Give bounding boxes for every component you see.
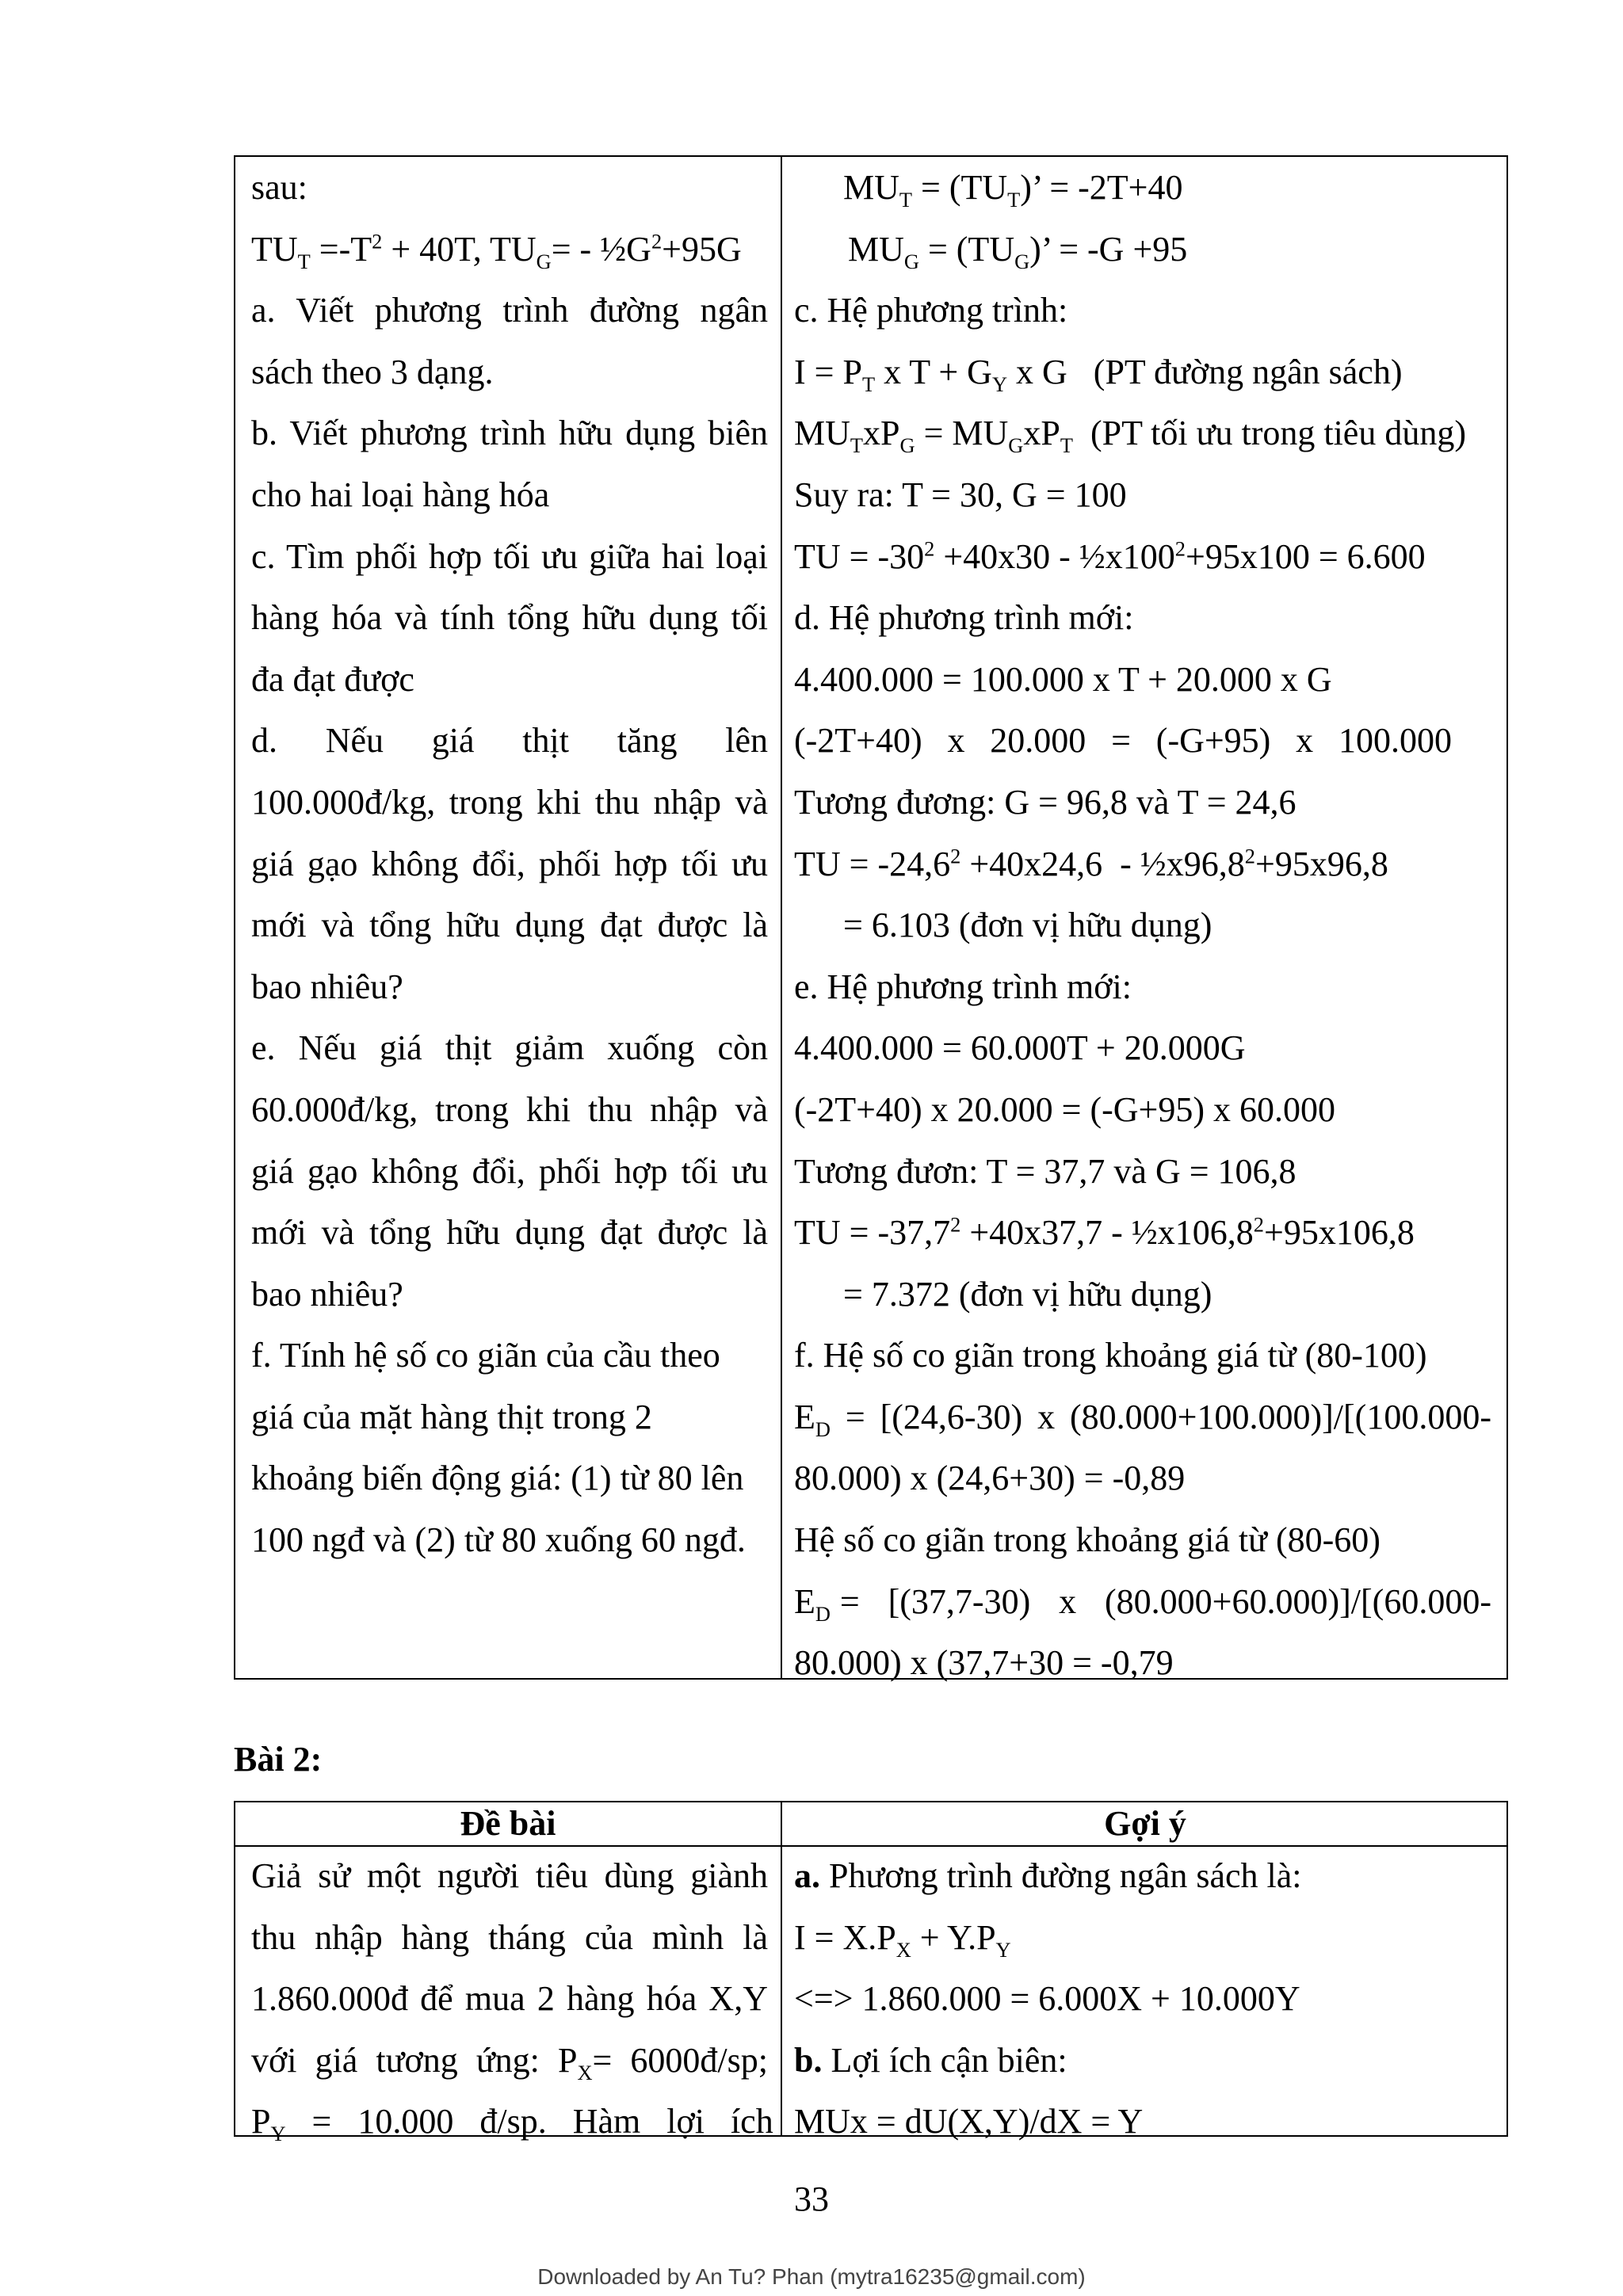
text-line: khoảng biến động giá: (1) từ 80 lên bbox=[251, 1459, 744, 1498]
text-line: c. Hệ phương trình: bbox=[794, 291, 1068, 330]
column-divider bbox=[781, 1802, 782, 2135]
text-line: bao nhiêu? bbox=[251, 967, 403, 1006]
text-line: f. Tính hệ số co giãn của cầu theo bbox=[251, 1336, 720, 1375]
text-line: (-2T+40) x 20.000 = (-G+95) x 100.000 bbox=[794, 721, 1452, 761]
section-heading: Bài 2: bbox=[234, 1740, 323, 1779]
text-line: Tương đươn: T = 37,7 và G = 106,8 bbox=[794, 1151, 1296, 1191]
solution-column bbox=[794, 157, 1491, 1694]
text-line: 100 ngđ và (2) từ 80 xuống 60 ngđ. bbox=[251, 1520, 746, 1560]
problem-column bbox=[251, 157, 768, 1571]
text-line: hàng hóa và tính tổng hữu dụng tối bbox=[251, 598, 768, 638]
text-line: c. Tìm phối hợp tối ưu giữa hai loại bbox=[251, 536, 768, 576]
text-line-elasticity-2: $E_D = [(37,7-30)$ x (80.000+60.000)]/[(60.000- bbox=[794, 1581, 1491, 1626]
text-line-b: b. Lợi ích cận biên: bbox=[794, 2040, 1067, 2080]
text-line-price-x: với giá tương ứng: $P_X=$ 6000đ/sp; bbox=[251, 2040, 768, 2084]
text-line: thu nhập hàng tháng của mình là bbox=[251, 1917, 768, 1957]
text-line: = 6.103 (đơn vị hữu dụng) bbox=[843, 906, 1212, 945]
text-line: giá gạo không đổi, phối hợp tối ưu bbox=[251, 844, 768, 883]
text-line: Tương đương: G = 96,8 và T = 24,6 bbox=[794, 782, 1296, 822]
text-line: 1.860.000đ để mua 2 hàng hóa X,Y bbox=[251, 1979, 768, 2019]
text-line: f. Hệ số co giãn trong khoảng giá từ (80-100) bbox=[794, 1336, 1427, 1375]
text-line: Suy ra: T = 30, G = 100 bbox=[794, 475, 1127, 514]
text-line: <=> 1.860.000 = 6.000X + 10.000Y bbox=[794, 1979, 1300, 2019]
header-problem: Đề bài bbox=[460, 1804, 556, 1843]
text-line-utility-functions: $TU_T =-T^2 + 40T$, $TU_G=$ - $\frac{1}{2}G^2+95G$ bbox=[251, 228, 742, 273]
text-line: b. Viết phương trình hữu dụng biên bbox=[251, 414, 768, 453]
text-line: 80.000) x (24,6+30) = -0,89 bbox=[794, 1459, 1186, 1498]
text-line: d. Hệ phương trình mới: bbox=[794, 598, 1134, 638]
text-line-mu-t: $MU_T = (TU_T)$’ = -2T+40 bbox=[843, 168, 1183, 212]
download-footer: Downloaded by An Tu? Phan (mytra16235@gmail.com) bbox=[537, 2264, 1086, 2289]
text-line-tu-e: TU = $-37,7^2 +40x37,7$ - $\frac{1}{2}x106,8^2+95x106,8$ bbox=[794, 1212, 1415, 1253]
text-line-a: a. Phương trình đường ngân sách là: bbox=[794, 1856, 1302, 1895]
text-line-budget-eq: $I = P_T$ x $T + G_Y$ x G (PT đường ngân sách) bbox=[794, 352, 1403, 396]
text-line: = 7.372 (đơn vị hữu dụng) bbox=[843, 1274, 1212, 1314]
page-number: 33 bbox=[794, 2180, 829, 2218]
text-line: mới và tổng hữu dụng đạt được là bbox=[251, 906, 768, 945]
text-line: 100.000đ/kg, trong khi thu nhập và bbox=[251, 782, 768, 822]
text-line: sau: bbox=[251, 168, 307, 207]
text-line: Hệ số co giãn trong khoảng giá từ (80-60) bbox=[794, 1520, 1381, 1560]
column-divider bbox=[781, 157, 782, 1678]
text-line: Giả sử một người tiêu dùng giành bbox=[251, 1856, 768, 1895]
text-line: a. Viết phương trình đường ngân bbox=[251, 291, 768, 330]
text-line: e. Nếu giá thịt giảm xuống còn bbox=[251, 1028, 768, 1068]
text-line-mu-g: $MU_G = (TU_G)$’ = -G +95 bbox=[848, 229, 1188, 273]
text-line: d. Nếu giá thịt tăng lên bbox=[251, 721, 768, 761]
hint-column bbox=[794, 1845, 1491, 2153]
table-1 bbox=[234, 155, 1508, 1683]
header-hint: Gợi ý bbox=[1104, 1804, 1186, 1843]
text-line: sách theo 3 dạng. bbox=[251, 352, 494, 391]
text-line: MUx = dU(X,Y)/dX = Y bbox=[794, 2102, 1144, 2142]
text-line: (-2T+40) x 20.000 = (-G+95) x 60.000 bbox=[794, 1089, 1336, 1129]
table-2 bbox=[234, 1801, 1508, 2146]
text-line: giá của mặt hàng thịt trong 2 bbox=[251, 1397, 652, 1436]
text-line-price-y: $P_Y = 10.000$ đ/sp. Hàm lợi ích bbox=[251, 2102, 773, 2146]
text-line-tu-c: TU = $-30^2 +40x30$ - $\frac{1}{2}x100^2+95x100 = 6.600$ bbox=[794, 536, 1426, 576]
problem-column bbox=[251, 1845, 773, 2153]
text-line: cho hai loại hàng hóa bbox=[251, 475, 550, 514]
text-line-elasticity-1: $E_D = [(24,6-30)$ x (80.000+100.000)]/[(100.000- bbox=[794, 1397, 1491, 1441]
text-line: giá gạo không đổi, phối hợp tối ưu bbox=[251, 1151, 768, 1191]
text-line: 60.000đ/kg, trong khi thu nhập và bbox=[251, 1089, 768, 1129]
text-line: bao nhiêu? bbox=[251, 1274, 403, 1314]
text-line: 80.000) x (37,7+30 = -0,79 bbox=[794, 1643, 1174, 1683]
text-line: e. Hệ phương trình mới: bbox=[794, 967, 1132, 1006]
text-line: 4.400.000 = 100.000 x T + 20.000 x G bbox=[794, 659, 1332, 699]
text-line: mới và tổng hữu dụng đạt được là bbox=[251, 1213, 768, 1253]
text-line: 4.400.000 = 60.000T + 20.000G bbox=[794, 1028, 1246, 1068]
text-line-optimal-eq: $MU_TxP_G = MU_GxP_T$ (PT tối ưu trong tiêu dùng) bbox=[794, 414, 1466, 458]
text-line-budget: $I = X.P_X + Y.P_Y$ bbox=[794, 1917, 1011, 1962]
text-line-tu-d: TU = $-24,6^2 +40x24,6$ - $\frac{1}{2}x96,8^2+95x96,8$ bbox=[794, 843, 1388, 883]
text-line: đa đạt được bbox=[251, 659, 414, 699]
